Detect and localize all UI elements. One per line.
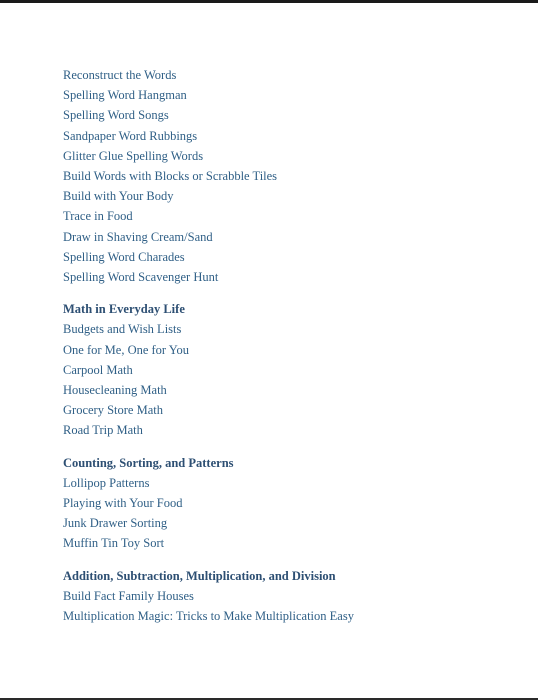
toc-section-spelling [63,65,523,287]
toc-list [63,319,523,440]
toc-item[interactable]: Carpool Math [63,362,133,377]
toc-item[interactable]: Spelling Word Hangman [63,88,187,103]
section-heading[interactable]: Counting, Sorting, and Patterns [63,455,234,470]
table-of-contents [63,65,523,626]
toc-section-arithmetic [63,566,523,627]
toc-item[interactable]: Spelling Word Songs [63,108,169,123]
toc-item[interactable]: Draw in Shaving Cream/Sand [63,229,213,244]
section-heading[interactable]: Math in Everyday Life [63,302,185,317]
toc-list [63,65,523,287]
section-heading[interactable]: Addition, Subtraction, Multiplication, and Division [63,568,336,583]
toc-item[interactable]: Budgets and Wish Lists [63,322,182,337]
toc-item[interactable]: Spelling Word Charades [63,249,185,264]
toc-item[interactable]: Build with Your Body [63,189,174,204]
toc-item[interactable]: Build Words with Blocks or Scrabble Tiles [63,169,278,184]
top-border [0,0,538,3]
toc-section-counting-sorting-patterns [63,453,523,554]
toc-item[interactable]: Reconstruct the Words [63,68,177,82]
toc-item[interactable]: Grocery Store Math [63,403,163,418]
toc-item[interactable]: Multiplication Magic: Tricks to Make Multiplication Easy [63,609,354,624]
toc-item[interactable]: Sandpaper Word Rubbings [63,128,198,143]
toc-item[interactable]: Junk Drawer Sorting [63,516,168,531]
toc-list [63,473,523,554]
toc-item[interactable]: Glitter Glue Spelling Words [63,148,204,163]
toc-item[interactable]: Playing with Your Food [63,496,183,511]
toc-list [63,586,523,626]
toc-section-math-everyday-life [63,299,523,440]
toc-item[interactable]: Road Trip Math [63,423,143,438]
toc-item[interactable]: Muffin Tin Toy Sort [63,536,165,551]
toc-item[interactable]: Trace in Food [63,209,133,224]
toc-item[interactable]: Lollipop Patterns [63,475,150,490]
toc-item[interactable]: Spelling Word Scavenger Hunt [63,270,219,285]
toc-item[interactable]: Build Fact Family Houses [63,588,194,603]
toc-item[interactable]: Housecleaning Math [63,383,167,398]
toc-item[interactable]: One for Me, One for You [63,342,190,357]
